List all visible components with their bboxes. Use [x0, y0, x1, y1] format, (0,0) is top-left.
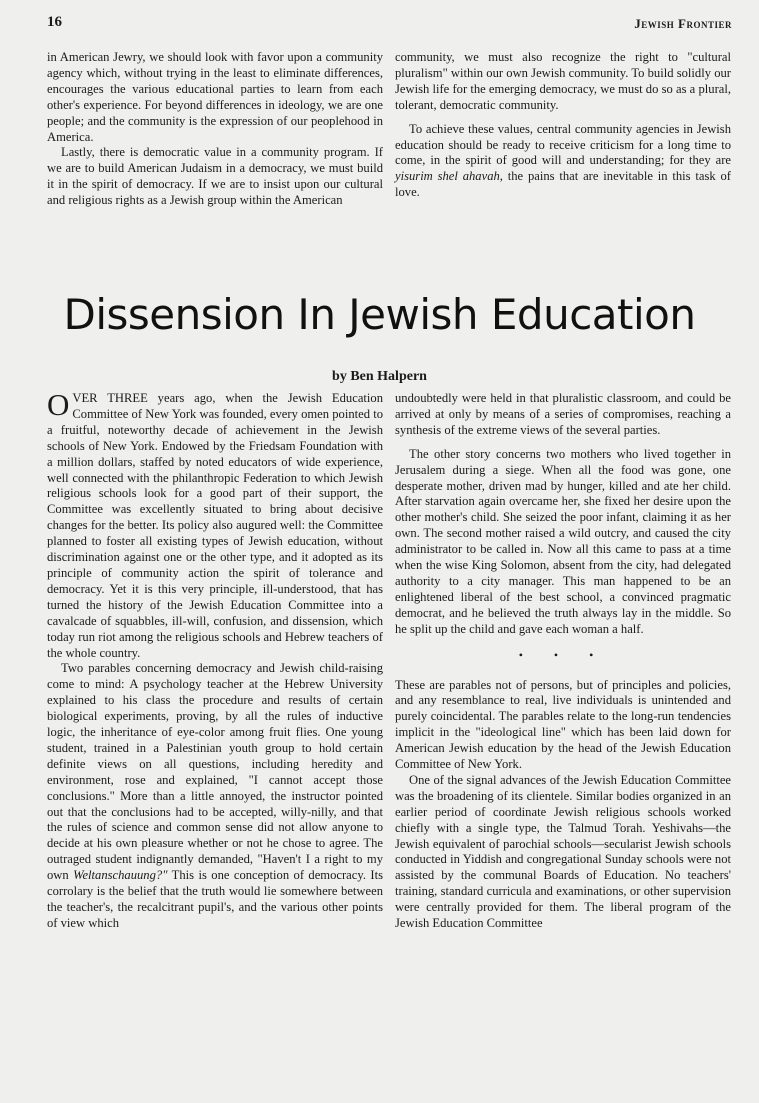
paragraph: These are parables not of persons, but of principles and policies, and any resemblance to real, live individuals is unintended and purely coincidental. The parables relate to the long-run tendencies implicit in the "ideological line" which has been laid down for American Jewish education by the head of the Jewish Education Committee of New York.: [395, 677, 731, 772]
paragraph: The other story concerns two mothers who lived together in Jerusalem during a siege. When all the food was gone, one desperate mother, driven mad by hunger, killed and ate her child. After starvation again overcame her, she fixed her desire upon the other mother's child. She seized the poor infant, claiming it as her own. The second mother raised a wild outcry, and caused the city administrator to be called in. Now all this came to pass at a time when the wise King Solomon, absent from the city, had delegated authority to a city manager. This man happened to be an enlightened liberal of the best school, a convinced pragmatic democrat, and he believed the truth always lay in the middle. So he split up the child and gave each woman a half.: [395, 446, 731, 636]
article-title: Dissension In Jewish Education: [63, 290, 696, 339]
section-separator: • • •: [518, 647, 608, 662]
byline: by Ben Halpern: [332, 369, 427, 384]
page-number: 16: [47, 14, 62, 30]
italic-phrase: yisurim shel ahavah,: [395, 169, 503, 184]
running-head: Jewish Frontier: [634, 16, 732, 31]
bottom-right-column: [395, 391, 731, 932]
drop-cap: O: [47, 387, 70, 422]
paragraph: Two parables concerning democracy and Jewish child-raising come to mind: A psychology teacher at the Hebrew University explained to his class the procedure and results of certain biological experiments, proving, by all the rules of inductive logic, the inheritance of eye-color among fruit flies. One young student, trained in a Palestinian youth group to hold certain definite views on all questions, including heredity and environment, rose and explained, "I cannot accept those conclusions." More than a little annoyed, the instructor pointed out that the conclusions had to be accepted, willy-nilly, and that the rules of science and common sense did not allow anyone to decide at his own pleasure whether or not he chose to agree. The outraged student indignantly demanded, "Haven't I a right to my own Weltanschauung?" This is one conception of democracy. Its corrolary is the belief that the truth would lie somewhere between the teacher's, the recalcitrant pupil's, and the various other points of view which: [47, 661, 383, 930]
paragraph: undoubtedly were held in that pluralistic classroom, and could be arrived at only by means of a series of compromises, reaching a synthesis of the extreme views of the several parties.: [395, 391, 731, 437]
top-left-column: [47, 50, 383, 209]
bottom-left-column: [47, 387, 383, 932]
paragraph: One of the signal advances of the Jewish Education Committee was the broadening of its clientele. Similar bodies organized in an earlier period of coordinate Jewish religious schools worked chiefly with a single type, the Talmud Torah. Yeshivahs—the Jewish equivalent of parochial schools—secularist Jewish schools conducted in Yiddish and congregational Sunday schools were not assisted by the communal Boards of Education. No teachers' training, standard curricula and examinations, or other supervision were centrally provided for them. The liberal program of the Jewish Education Committee: [395, 772, 731, 931]
paragraph: OVER THREE years ago, when the Jewish Education Committee of New York was founded, every omen pointed to a fruitful, noteworthy decade of achievement in the Jewish schools of New York. Endowed by the Friedsam Foundation with a million dollars, staffed by noted educators of wide experience, well connected with the philanthropic Federation to which Jewish religious schools look for a good part of their support, the Committee was excellently situated to bring about decisive changes for the better. Its policy also augured well: the Committee planned to foster all existing types of Jewish education, without discrimination against one or the other type, and it adopted as its principle of community action the spirit of tolerance and democracy. Yet it is this very principle, ill-understood, that has turned the history of the Jewish Education Committee into a cavalcade of squabbles, ill-will, confusion, and dissension, which today run riot among the religious schools and Hebrew teachers of the whole country.: [47, 387, 383, 660]
paragraph: in American Jewry, we should look with favor upon a community agency which, without trying in the least to eliminate differences, encourages the various educational parties to learn from each other's experience. For beyond differences in ideology, we are one people; and the community is the expression of our peoplehood in America.: [47, 50, 383, 144]
paragraph: community, we must also recognize the right to "cultural pluralism" within our own Jewish community. To build solidly our Jewish life for the emerging democracy, we must do so as a plural, tolerant, democratic community.: [395, 50, 731, 112]
italic-phrase: Weltanschauung?": [73, 868, 168, 883]
paragraph: To achieve these values, central community agencies in Jewish education should be ready to receive criticism for a long time to come, in the spirit of good will and understanding; for they are yisurim shel ahavah, the pains that are inevitable in this task of love.: [395, 121, 731, 200]
top-right-column: [395, 50, 731, 201]
paragraph: Lastly, there is democratic value in a community program. If we are to build American Judaism in a democracy, we must build it in the spirit of democracy. If we are to insist upon our cultural and religious rights as a Jewish group within the American: [47, 145, 383, 208]
